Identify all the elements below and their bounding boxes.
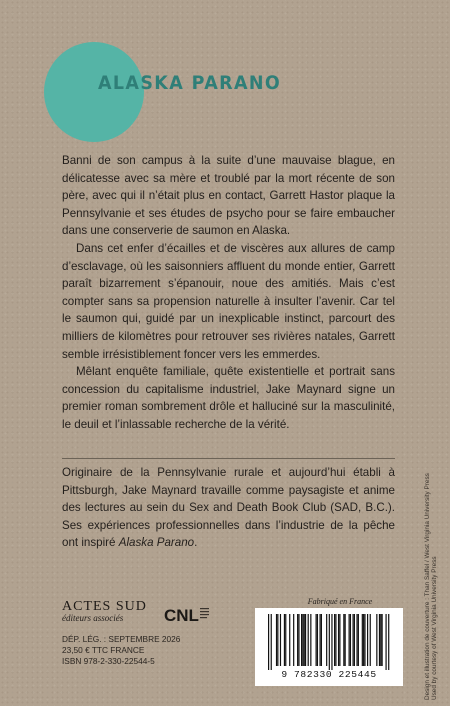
barcode-bar bbox=[376, 614, 377, 666]
barcode-bar bbox=[370, 614, 371, 666]
blurb-paragraph-3: Mêlant enquête familiale, quête existentielle et portrait sans concession du capitalisme industriel, Jake Maynard signe un premier roman sombrement drôle et halluciné sur la masculinité, le deuil et l’inlassable recherche de la vérité. bbox=[62, 365, 395, 431]
blurb-paragraph-2: Dans cet enfer d’écailles et de viscères aux allures de camp d’esclavage, où les saisonniers affluent du monde entier, Garrett paraît bizarrement s’épanouir, noue des amitiés. Mais c’est compter sans sa propension naturelle à insulter l’avenir. Car tel le saumon qui, guidé par un inexplicable instinct, parcourt des milliers de kilomètres pour retrouver ses rivières natales, Garrett semble irrésistiblement foncer vers les emmerdes. bbox=[62, 241, 395, 361]
barcode-bar bbox=[356, 614, 357, 666]
barcode-bar bbox=[285, 614, 286, 666]
barcode-bar bbox=[379, 614, 380, 666]
barcode-bar bbox=[276, 614, 277, 666]
isbn: ISBN 978-2-330-22544-5 bbox=[62, 656, 155, 666]
barcode-bar bbox=[284, 614, 285, 666]
barcode-bar bbox=[334, 614, 335, 666]
barcode-bar bbox=[331, 614, 332, 670]
barcode-bar bbox=[271, 614, 272, 670]
section-divider bbox=[62, 458, 395, 459]
back-cover-blurb bbox=[62, 152, 395, 434]
barcode-bar bbox=[268, 614, 269, 670]
barcode-bar bbox=[349, 614, 350, 666]
publisher-subtitle: éditeurs associés bbox=[62, 613, 124, 623]
barcode-bar bbox=[364, 614, 365, 666]
publisher-logo bbox=[62, 599, 152, 623]
barcode bbox=[255, 608, 403, 686]
cover-credit bbox=[424, 473, 439, 700]
barcode-bar bbox=[354, 614, 355, 666]
barcode-bar bbox=[363, 614, 364, 666]
author-bio-book-title: Alaska Parano bbox=[118, 536, 195, 550]
barcode-bar bbox=[297, 614, 298, 666]
barcode-bar bbox=[301, 614, 302, 666]
barcode-bar bbox=[350, 614, 351, 666]
barcode-bar bbox=[302, 614, 303, 666]
barcode-bars bbox=[268, 614, 390, 670]
barcode-digits: 9 782330 225445 bbox=[281, 669, 377, 680]
blurb-paragraph-1: Banni de son campus à la suite d’une mauvaise blague, en délicatesse avec sa mère et troublé par la mort récente de son père, avec qui il n’était plus en contact, Garrett Hastor plaque la Pennsylvanie et ses études de psycho pour se faire embaucher dans une conserverie de saumon en Alaska. bbox=[62, 154, 395, 238]
barcode-bar bbox=[305, 614, 306, 666]
barcode-bar bbox=[382, 614, 383, 666]
barcode-bar bbox=[358, 614, 359, 666]
barcode-bar bbox=[293, 614, 294, 666]
barcode-bar bbox=[329, 614, 330, 670]
barcode-bar bbox=[321, 614, 322, 666]
barcode-bar bbox=[335, 614, 336, 666]
barcode-bar bbox=[343, 614, 344, 666]
barcode-bar bbox=[339, 614, 340, 666]
barcode-bar bbox=[289, 614, 290, 666]
barcode-bar bbox=[317, 614, 318, 666]
legal-deposit: DÉP. LÉG. : SEPTEMBRE 2026 bbox=[62, 634, 181, 644]
barcode-bar bbox=[352, 614, 353, 666]
barcode-bar bbox=[277, 614, 278, 666]
barcode-bar bbox=[298, 614, 299, 666]
barcode-bar bbox=[326, 614, 327, 666]
publisher-name: ACTES SUD bbox=[62, 599, 147, 614]
barcode-bar bbox=[388, 614, 389, 670]
barcode-bar bbox=[280, 614, 281, 666]
barcode-bar bbox=[362, 614, 363, 666]
barcode-bar bbox=[316, 614, 317, 666]
barcode-bar bbox=[345, 614, 346, 666]
author-bio bbox=[62, 464, 395, 552]
barcode-bar bbox=[319, 614, 320, 666]
barcode-bar bbox=[380, 614, 381, 666]
barcode-bar bbox=[308, 614, 309, 666]
author-bio-text: Originaire de la Pennsylvanie rurale et aujourd’hui établi à Pittsburgh, Jake Maynard travaille comme paysagiste et anime des lectures au sein du Sex and Death Book Club (SAD, B.C.). Ses expériences professionnelles dans l’industrie de la pêche ont inspiré bbox=[62, 466, 395, 550]
cnl-logo-text: CNL bbox=[164, 606, 199, 625]
barcode-bar bbox=[367, 614, 368, 666]
barcode-bar bbox=[304, 614, 305, 666]
cnl-logo bbox=[164, 604, 210, 626]
legal-info bbox=[62, 634, 232, 667]
author-bio-end: . bbox=[194, 536, 198, 550]
cover-credit-line-1: Design et illustration de couverture : Than Saffel / West Virginia University Press bbox=[424, 473, 431, 700]
book-title: ALASKA PARANO bbox=[98, 72, 282, 94]
barcode-bar bbox=[385, 614, 386, 670]
cover-credit-line-2: Used by courtesy of West Virginia University Press bbox=[431, 556, 439, 700]
price: 23,50 € TTC FRANCE bbox=[62, 645, 145, 655]
barcode-bar bbox=[338, 614, 339, 666]
made-in-france: Fabriqué en France bbox=[307, 597, 373, 606]
barcode-bar bbox=[310, 614, 311, 666]
